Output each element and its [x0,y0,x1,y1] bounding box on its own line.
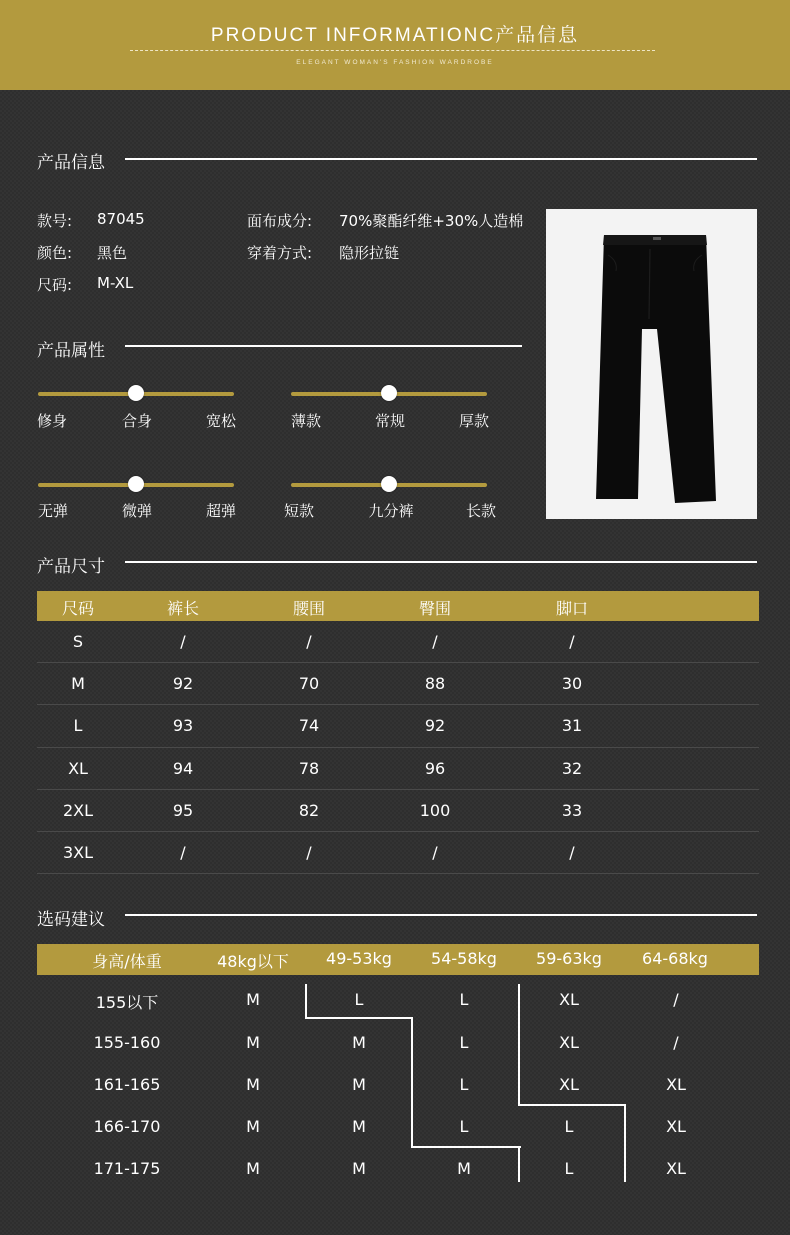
recommend-cell: L [459,1033,469,1052]
slider-knob [128,476,144,492]
slider-label: 常规 [374,412,405,430]
recommend-header-cell: 64-68kg [642,949,708,968]
section-title-attributes: 产品属性 [37,341,105,361]
size-cell: 100 [419,801,451,820]
slider-label: 修身 [36,412,67,430]
slider-label: 合身 [121,412,152,430]
recommend-cell: 161-165 [93,1075,161,1094]
section-title-recommend: 选码建议 [37,910,105,930]
size-header-cell: 尺码 [61,599,94,618]
info-label-color: 颜色: [37,244,73,262]
size-cell: / [569,632,575,651]
row-divider [37,831,759,832]
recommend-cell: XL [666,1117,686,1136]
slider-label: 厚款 [458,412,489,430]
section-title-product-info: 产品信息 [37,153,105,173]
row-divider [37,662,759,663]
recommend-cell: M [352,1117,366,1136]
recommend-header-cell: 54-58kg [431,949,497,968]
slider-label: 长款 [465,502,496,520]
boundary-line [305,984,307,1018]
boundary-line [305,1017,413,1019]
info-value-fabric: 70%聚酯纤维+30%人造棉 [339,212,524,230]
recommend-cell: L [564,1159,574,1178]
recommend-cell: M [246,1159,260,1178]
size-cell: 82 [298,801,320,820]
slider-label: 超弹 [205,502,236,520]
row-divider [37,873,759,874]
size-cell: / [432,843,438,862]
recommend-cell: XL [666,1075,686,1094]
recommend-cell: M [352,1033,366,1052]
size-cell: XL [68,759,88,778]
fit-slider [38,392,234,396]
slider-label: 九分裤 [368,502,414,520]
recommend-cell: L [459,990,469,1009]
recommend-cell: XL [666,1159,686,1178]
boundary-line [518,1104,626,1106]
recommend-header-cell: 49-53kg [326,949,392,968]
size-cell: 95 [172,801,194,820]
thickness-slider [291,392,487,396]
recommend-header-cell: 身高/体重 [92,952,162,971]
size-cell: 92 [172,674,194,693]
size-cell: / [180,632,186,651]
recommend-cell: / [673,990,679,1009]
section-divider [125,561,757,563]
slider-label: 无弹 [37,502,68,520]
recommend-cell: 155-160 [93,1033,161,1052]
boundary-line [411,1146,521,1148]
boundary-line [411,1017,413,1148]
info-value-size: M-XL [97,274,134,292]
section-divider [125,158,757,160]
boundary-line [518,984,520,1106]
slider-label: 短款 [283,502,314,520]
size-table-header [37,591,759,621]
size-header-cell: 腰围 [292,599,325,618]
length-slider [291,483,487,487]
recommend-cell: M [246,1075,260,1094]
size-cell: / [569,843,575,862]
size-cell: / [180,843,186,862]
size-cell: L [73,716,83,735]
recommend-cell: L [459,1075,469,1094]
recommend-cell: 155以下 [95,993,159,1012]
pants-image [546,209,757,519]
row-divider [37,789,759,790]
size-cell: 92 [424,716,446,735]
slider-knob [381,385,397,401]
size-cell: / [306,843,312,862]
slider-label: 薄款 [290,412,321,430]
section-divider [125,914,757,916]
recommend-cell: / [673,1033,679,1052]
info-label-size: 尺码: [37,276,73,294]
slider-knob [381,476,397,492]
recommend-cell: M [246,990,260,1009]
section-title-size: 产品尺寸 [37,557,105,577]
size-header-cell: 脚口 [555,599,588,618]
recommend-cell: 171-175 [93,1159,161,1178]
info-label-fabric: 面布成分: [247,212,313,230]
row-divider [37,747,759,748]
size-cell: 33 [561,801,583,820]
recommend-cell: M [457,1159,471,1178]
boundary-line [624,1104,626,1182]
size-header-cell: 裤长 [166,599,199,618]
size-cell: 93 [172,716,194,735]
slider-label: 微弹 [121,502,152,520]
size-cell: 74 [298,716,320,735]
recommend-cell: M [352,1075,366,1094]
size-cell: 3XL [62,843,94,862]
size-cell: 96 [424,759,446,778]
size-cell: / [306,632,312,651]
info-label-wear: 穿着方式: [247,244,313,262]
recommend-header-cell: 48kg以下 [217,952,289,971]
product-photo [546,209,757,519]
header-divider [130,50,655,51]
boundary-line [518,1146,520,1182]
size-cell: 88 [424,674,446,693]
header-banner [0,0,790,90]
section-divider [125,345,522,347]
size-header-cell: 臀围 [418,599,451,618]
size-cell: 30 [561,674,583,693]
size-cell: 32 [561,759,583,778]
slider-label: 宽松 [205,412,236,430]
recommend-cell: M [352,1159,366,1178]
elasticity-slider [38,483,234,487]
recommend-cell: L [459,1117,469,1136]
info-value-style-no: 87045 [97,210,145,228]
info-label-style-no: 款号: [37,212,73,230]
recommend-cell: 166-170 [93,1117,161,1136]
recommend-cell: XL [559,990,579,1009]
recommend-cell: M [246,1033,260,1052]
size-cell: / [432,632,438,651]
size-cell: 94 [172,759,194,778]
size-cell: M [71,674,85,693]
row-divider [37,704,759,705]
header-subtitle: ELEGANT WOMAN'S FASHION WARDROBE [296,59,494,66]
recommend-cell: XL [559,1033,579,1052]
size-cell: S [72,632,84,651]
size-cell: 78 [298,759,320,778]
recommend-cell: L [564,1117,574,1136]
recommend-header-cell: 59-63kg [536,949,602,968]
slider-knob [128,385,144,401]
size-cell: 70 [298,674,320,693]
size-cell: 2XL [62,801,94,820]
size-cell: 31 [561,716,583,735]
recommend-cell: M [246,1117,260,1136]
info-value-wear: 隐形拉链 [339,244,400,262]
info-value-color: 黑色 [97,244,128,262]
header-title: PRODUCT INFORMATIONC产品信息 [210,25,580,46]
recommend-cell: XL [559,1075,579,1094]
recommend-cell: L [354,990,364,1009]
recommend-table-header [37,944,759,975]
